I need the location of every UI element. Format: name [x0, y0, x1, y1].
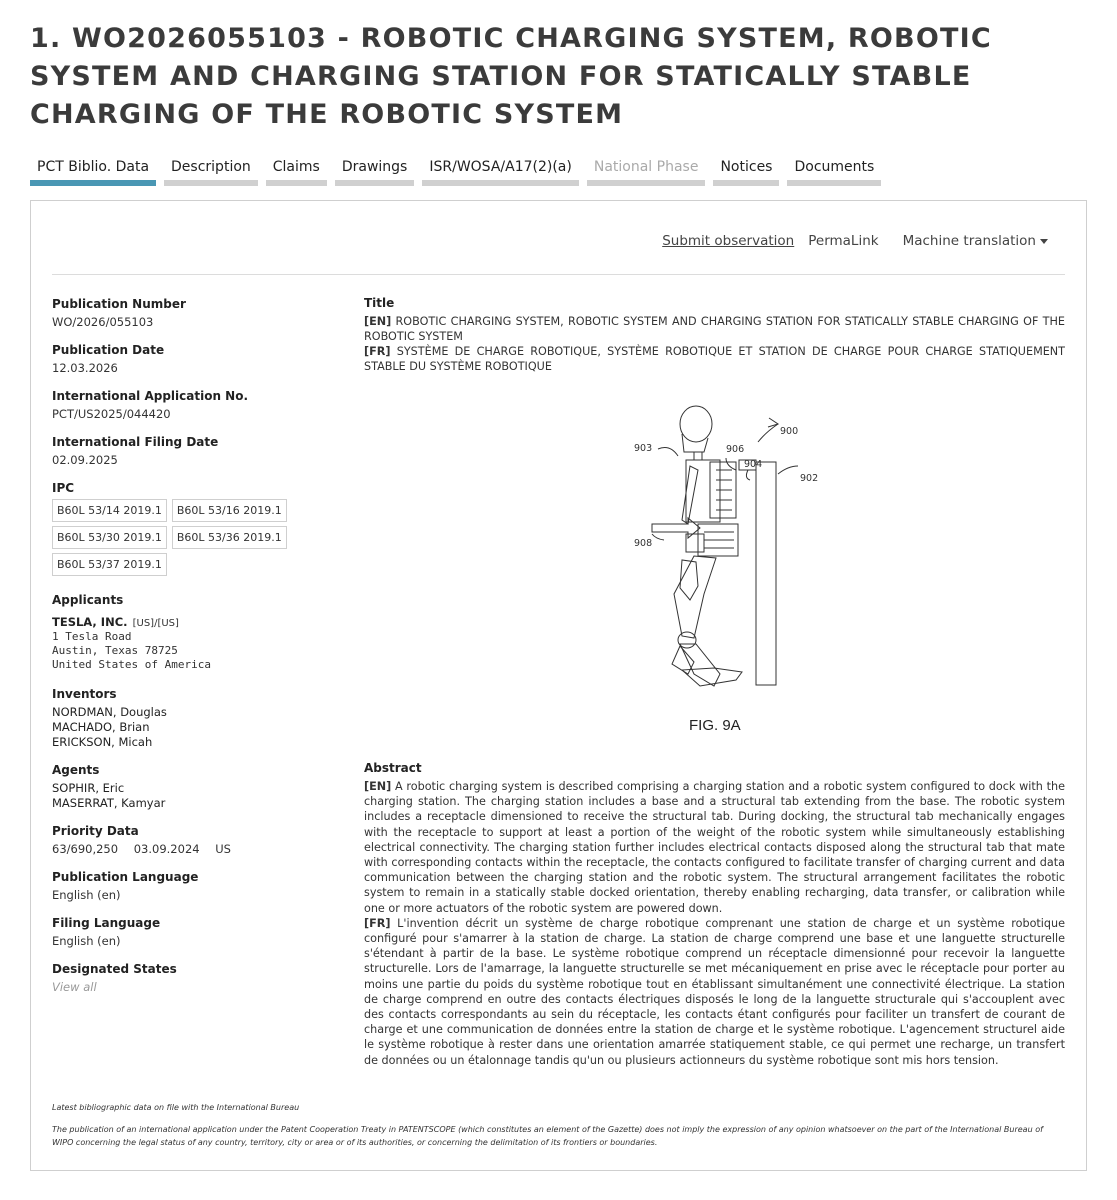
tab-claims[interactable]: Claims: [266, 156, 327, 186]
priority-country: US: [215, 842, 231, 856]
ipc-code-link[interactable]: B60L 53/36 2019.1: [172, 526, 287, 549]
applicant-address-line: United States of America: [52, 658, 211, 671]
robot-torso: [686, 460, 720, 522]
title-en-text: ROBOTIC CHARGING SYSTEM, ROBOTIC SYSTEM AND CHARGING STATION FOR STATICALLY STABLE CHARGING OF THE ROBOTIC SYSTEM: [364, 315, 1065, 343]
tab-description[interactable]: Description: [164, 156, 258, 186]
publication-number-field: [52, 296, 352, 330]
tab-notices[interactable]: Notices: [713, 156, 779, 186]
robot-head: [680, 406, 712, 442]
figure-caption: FIG. 9A: [689, 717, 741, 734]
ipc-code-link[interactable]: B60L 53/14 2019.1: [52, 499, 167, 522]
tab-pct-biblio-data[interactable]: PCT Biblio. Data: [30, 156, 156, 186]
field-label: Priority Data: [52, 824, 139, 838]
agent-name: SOPHIR, Eric: [52, 781, 125, 795]
tab-drawings[interactable]: Drawings: [335, 156, 415, 186]
ipc-list: [52, 499, 292, 580]
agent-name: MASERRAT, Kamyar: [52, 796, 166, 810]
page-title: 1. WO2026055103 - ROBOTIC CHARGING SYSTEM, ROBOTIC SYSTEM AND CHARGING STATION FOR STATICALLY STABLE CHARGING OF THE ROBOTIC SYSTEM: [30, 23, 992, 130]
machine-translation-dropdown[interactable]: [903, 233, 1048, 249]
ref-900: 900: [780, 426, 799, 437]
field-label: Publication Number: [52, 297, 186, 311]
title-section-label: Title: [364, 296, 395, 310]
publication-language-field: [52, 869, 352, 903]
toolbar: [648, 233, 1048, 249]
inventors-field: [52, 686, 352, 750]
robot-docking-drawing: [364, 374, 1065, 759]
applicants-field: [52, 592, 352, 672]
filing-language-field: [52, 915, 352, 949]
field-label: Publication Date: [52, 343, 165, 357]
abstract-en-text: A robotic charging system is described comprising a charging station and a robotic system configured to dock with the charging station. The charging station includes a base and a structural tab extending from the base. The robotic system includes a receptacle dimensioned to receive the structural tab. During docking, the structural tab mechanically engages with the receptacle to support at least a portion of the weight of the robotic system while simultaneously establishing electrical connectivity. The charging station further includes electrical contacts disposed along the structural tab that mate with corresponding contacts within the receptacle, the contacts configured to facilitate transfer of charging current and data communication between the charging station and the robotic system. The structural arrangement facilitates the robotic system to remain in a statically stable docked orientation, thereby enabling recharging, data transfer, or calibration while one or more actuators of the robotic system are powered down.: [364, 780, 1065, 915]
divider: [52, 274, 1065, 275]
ipc-code-link[interactable]: B60L 53/16 2019.1: [172, 499, 287, 522]
permalink-link[interactable]: PermaLink: [808, 233, 879, 249]
applicant-country-codes: [US]/[US]: [132, 618, 179, 629]
publication-language-value: English (en): [52, 888, 121, 902]
international-filing-date-value: 02.09.2025: [52, 453, 118, 467]
docking-arrow: [652, 518, 700, 538]
field-label: Publication Language: [52, 870, 199, 884]
priority-data-row: [52, 842, 352, 857]
ref-902: 902: [800, 473, 819, 484]
tab-isr-wosa[interactable]: ISR/WOSA/A17(2)(a): [422, 156, 579, 186]
inventor-name: MACHADO, Brian: [52, 720, 150, 734]
tab-documents[interactable]: Documents: [787, 156, 881, 186]
robot-foot: [682, 668, 742, 686]
applicant-address-line: 1 Tesla Road: [52, 630, 132, 643]
ref-906: 906: [726, 444, 745, 455]
field-label: Agents: [52, 763, 100, 777]
lang-tag-en: [EN]: [364, 780, 392, 793]
field-label: Designated States: [52, 962, 177, 976]
robot-arm: [682, 466, 698, 524]
field-label: International Filing Date: [52, 435, 219, 449]
filing-language-value: English (en): [52, 934, 121, 948]
title-en: [364, 314, 1065, 344]
priority-number: 63/690,250: [52, 842, 119, 856]
title-fr-text: SYSTÈME DE CHARGE ROBOTIQUE, SYSTÈME ROBOTIQUE ET STATION DE CHARGE POUR CHARGE STATIQUEMENT STABLE DU SYSTÈME ROBOTIQUE: [364, 345, 1065, 373]
field-label: International Application No.: [52, 389, 249, 403]
tab-bar: [30, 156, 889, 188]
submit-observation-link[interactable]: Submit observation: [662, 233, 795, 249]
ipc-code-link[interactable]: B60L 53/30 2019.1: [52, 526, 167, 549]
ref-903: 903: [634, 443, 653, 454]
publication-date-value: 12.03.2026: [52, 361, 118, 375]
charging-station-post: [756, 462, 776, 685]
international-application-value: PCT/US2025/044420: [52, 407, 171, 421]
inventor-name: NORDMAN, Douglas: [52, 705, 167, 719]
abstract-en: [364, 779, 1065, 916]
view-all-link[interactable]: View all: [52, 980, 97, 994]
machine-translation-label: Machine translation: [902, 233, 1036, 249]
abstract-section-label: Abstract: [364, 761, 422, 775]
footer-note-latest-data: Latest bibliographic data on file with the International Bureau: [52, 1103, 300, 1112]
ref-904: 904: [744, 459, 763, 470]
international-application-field: [52, 388, 352, 422]
ipc-code-link[interactable]: B60L 53/37 2019.1: [52, 553, 167, 576]
robot-upper-leg: [674, 556, 716, 638]
applicant-entry: [52, 611, 352, 630]
priority-date: 03.09.2024: [133, 842, 200, 856]
patent-drawing-figure[interactable]: [364, 374, 1065, 759]
lang-tag-en: [EN]: [364, 315, 392, 328]
biblio-left-column: [52, 296, 352, 1006]
title-fr: [364, 344, 1065, 374]
publication-number-value: WO/2026/055103: [52, 315, 154, 329]
designated-states-field: [52, 961, 352, 994]
international-filing-date-field: [52, 434, 352, 468]
lang-tag-fr: [FR]: [364, 916, 391, 930]
field-label: Filing Language: [52, 916, 161, 930]
field-label: IPC: [52, 481, 75, 495]
abstract-fr-text: L'invention décrit un système de charge robotique comprenant une station de charge et un système robotique configuré pour s'amarrer à la station de charge. La station de charge comprend une base et une languette structurelle s'étendant à partir de la base. Le système robotique comprend un réceptacle dimensionné pour recevoir la languette structurelle. Lors de l'amarrage, la languette structurelle se met mécaniquement en prise avec le réceptacle pour porter au moins une partie du poids du système robotique tout en établissant simultanément une connectivité électrique. La station de charge comprend en outre des contacts électriques disposés le long de la languette structurale qui s'accouplent avec des contacts correspondants au sein du réceptacle, les contacts étant configurés pour faciliter un transfert de courant de charge et une communication de données entre la station de charge et le système robotique. L'agencement structurel aide le système robotique à rester dans une orientation amarrée statiquement stable, ce qui permet une recharge, un transfert de données ou un étalonnage tandis qu'un ou plusieurs actionneurs du système robotique sont mis hors tension.: [364, 916, 1065, 1067]
ref-908: 908: [634, 538, 653, 549]
priority-data-field: [52, 823, 352, 857]
applicant-address-line: Austin, Texas 78725: [52, 644, 178, 657]
applicant-name: TESLA, INC.: [52, 615, 128, 629]
lang-tag-fr: [FR]: [364, 345, 391, 358]
robot-lower-leg: [680, 644, 720, 686]
chevron-down-icon: [1040, 239, 1048, 244]
ipc-field: [52, 480, 352, 580]
footer-disclaimer: The publication of an international application under the Patent Cooperation Treaty in PATENTSCOPE (which constitutes an element of the Gazette) does not imply the expression of any opinion whatsoever on the part of the International Bureau of WIPO concerning the legal status of any country, territory, city or area or of its authorities, or concerning the delimitation of its frontiers or boundaries.: [52, 1125, 1043, 1147]
tab-national-phase: National Phase: [587, 156, 706, 186]
field-label: Inventors: [52, 687, 117, 701]
agents-field: [52, 762, 352, 811]
publication-date-field: [52, 342, 352, 376]
inventor-name: ERICKSON, Micah: [52, 735, 153, 749]
abstract-fr: [364, 916, 1065, 1068]
field-label: Applicants: [52, 593, 124, 607]
biblio-right-column: [364, 296, 1065, 1068]
biblio-panel: [30, 200, 1087, 1171]
